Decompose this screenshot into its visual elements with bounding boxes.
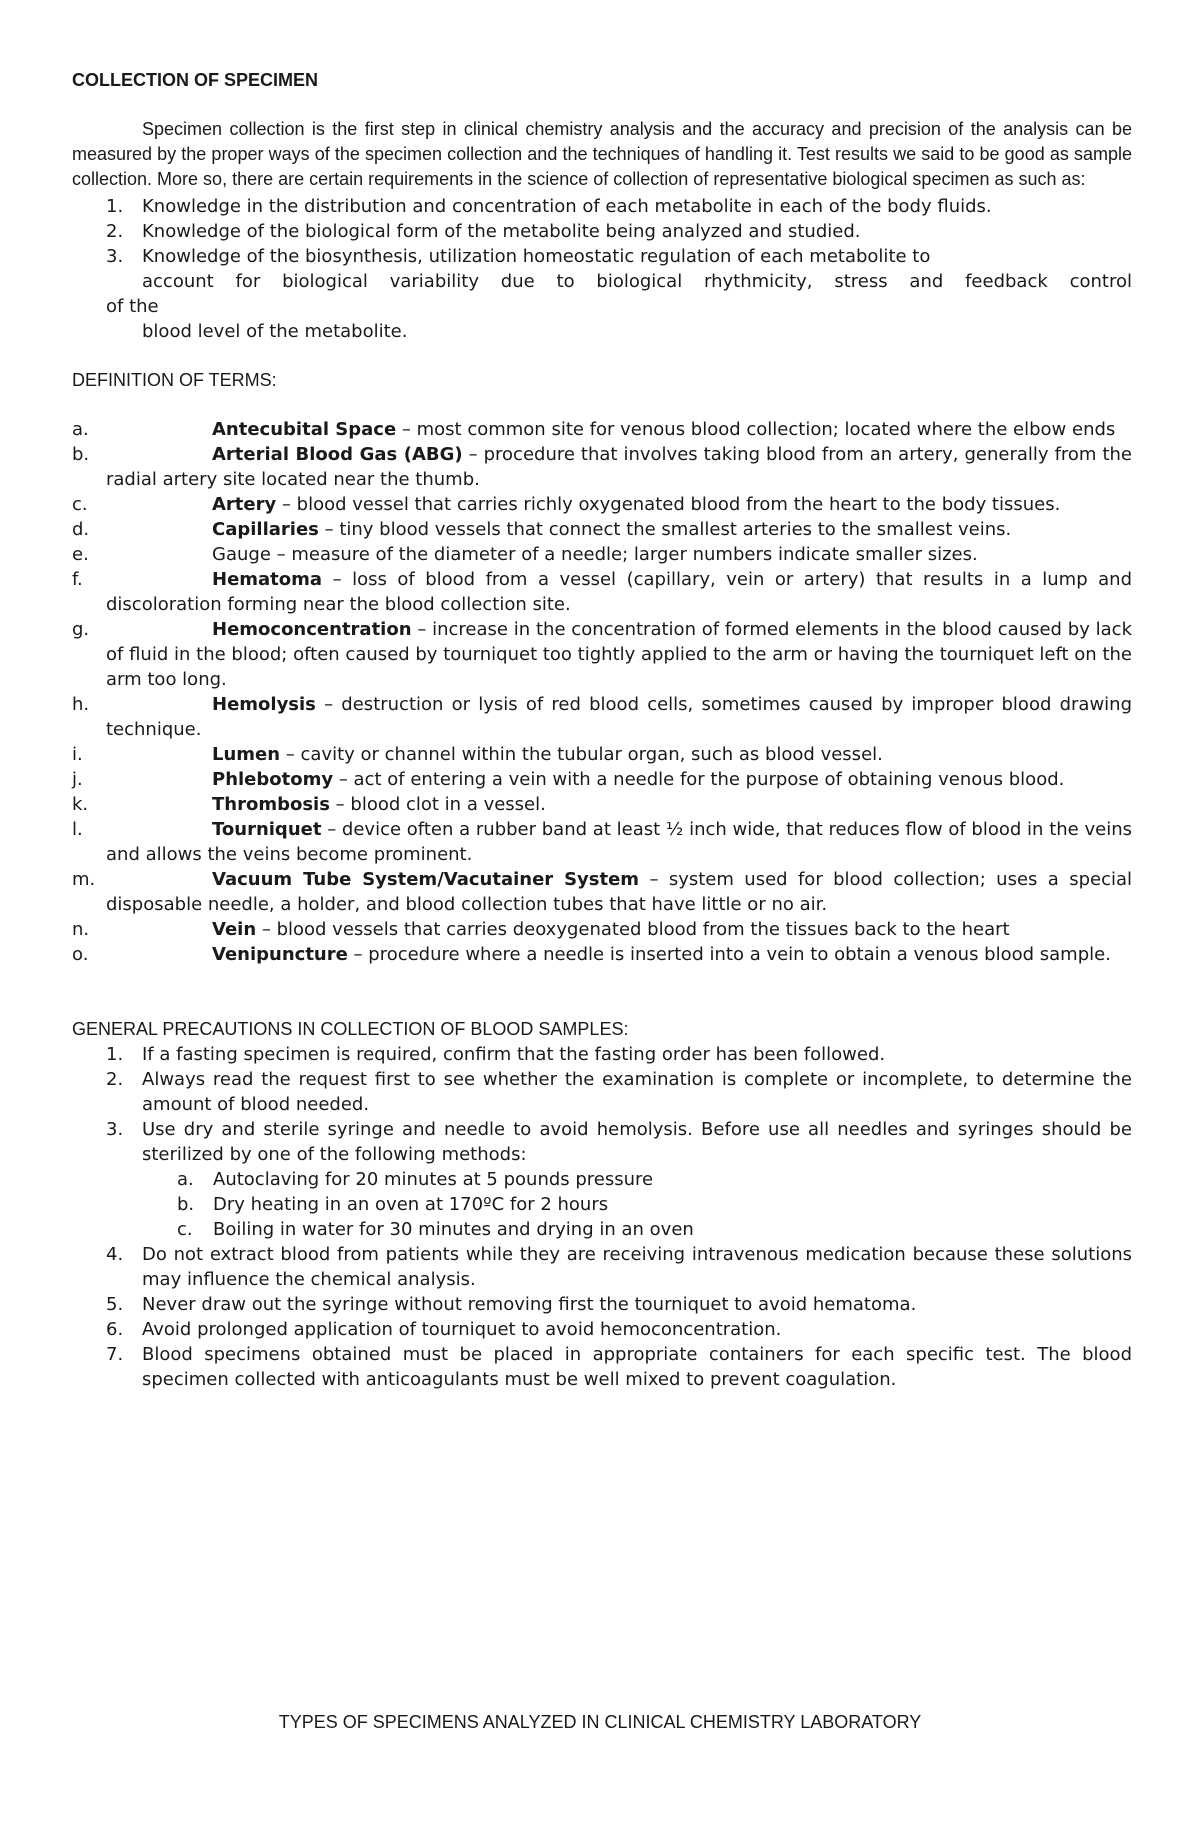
definition-item xyxy=(72,742,1132,767)
definition-letter: e. xyxy=(72,544,89,565)
list-item xyxy=(72,219,1132,244)
list-item-text: Never draw out the syringe without removing first the tourniquet to avoid hematoma. xyxy=(142,1294,917,1315)
definition-letter: h. xyxy=(72,694,90,715)
definition-term: Phlebotomy xyxy=(212,769,334,790)
document-page xyxy=(72,68,1132,1392)
definition-text: – cavity or channel within the tubular organ, such as blood vessel. xyxy=(280,744,883,765)
requirements-list xyxy=(72,194,1132,344)
list-item xyxy=(72,244,1132,344)
definition-letter: c. xyxy=(72,494,88,515)
definition-term: Hemoconcentration xyxy=(212,619,412,640)
list-number: 2. xyxy=(106,221,124,242)
definition-term: Hematoma xyxy=(212,569,323,590)
definition-letter: n. xyxy=(72,919,90,940)
definition-text: – procedure that involves taking blood from an artery, generally from the radial artery site located near the thumb. xyxy=(106,444,1132,490)
sub-list-text: Boiling in water for 30 minutes and drying in an oven xyxy=(213,1219,694,1240)
list-item-text: Blood specimens obtained must be placed in appropriate containers for each specific test. The blood specimen collected with anticoagulants must be well mixed to prevent coagulation. xyxy=(142,1344,1132,1390)
definition-item xyxy=(72,617,1132,692)
definition-item xyxy=(72,867,1132,917)
definition-letter: g. xyxy=(72,619,90,640)
definition-letter: l. xyxy=(72,819,83,840)
definition-term: Artery xyxy=(212,494,277,515)
sub-list-text: Dry heating in an oven at 170ºC for 2 hours xyxy=(213,1194,609,1215)
definition-letter: o. xyxy=(72,944,89,965)
sub-list-text: Autoclaving for 20 minutes at 5 pounds pressure xyxy=(213,1169,654,1190)
definition-item xyxy=(72,417,1132,442)
definition-item xyxy=(72,917,1132,942)
precautions-list xyxy=(72,1042,1132,1392)
definition-term: Vacuum Tube System/Vacutainer System xyxy=(212,869,640,890)
definition-letter: m. xyxy=(72,869,96,890)
list-item-text: of the xyxy=(106,296,159,317)
list-number: 2. xyxy=(106,1069,124,1090)
section-heading-specimen-types: TYPES OF SPECIMENS ANALYZED IN CLINICAL CHEMISTRY LABORATORY xyxy=(278,1712,922,1732)
list-number: 3. xyxy=(106,1119,124,1140)
sub-list-item xyxy=(72,1192,1132,1217)
list-item-text: Knowledge of the biological form of the metabolite being analyzed and studied. xyxy=(142,221,861,242)
definitions-list xyxy=(72,417,1132,967)
sub-list-letter: c. xyxy=(177,1219,193,1240)
definition-item xyxy=(72,517,1132,542)
list-item-text: Do not extract blood from patients while they are receiving intravenous medication because these solutions may influence the chemical analysis. xyxy=(142,1244,1132,1290)
list-number: 7. xyxy=(106,1344,124,1365)
definition-item xyxy=(72,767,1132,792)
definitions-heading: DEFINITION OF TERMS: xyxy=(72,370,277,390)
list-number: 3. xyxy=(106,246,124,267)
list-item-text: account for biological variability due to biological rhythmicity, stress and feedback control xyxy=(142,271,1132,292)
list-item xyxy=(72,1067,1132,1117)
definition-item xyxy=(72,542,1132,567)
definition-text: – loss of blood from a vessel (capillary, vein or artery) that results in a lump and discoloration forming near the blood collection site. xyxy=(106,569,1132,615)
definition-term: Thrombosis xyxy=(212,794,330,815)
definition-text: – blood vessels that carries deoxygenated blood from the tissues back to the heart xyxy=(256,919,1010,940)
sub-list-letter: a. xyxy=(177,1169,194,1190)
list-item xyxy=(72,1242,1132,1292)
definition-letter: k. xyxy=(72,794,89,815)
list-item-text: Knowledge of the biosynthesis, utilization homeostatic regulation of each metabolite to xyxy=(142,246,931,267)
list-number: 4. xyxy=(106,1244,124,1265)
definition-letter: f. xyxy=(72,569,83,590)
definition-text: – device often a rubber band at least ½ inch wide, that reduces flow of blood in the veins and allows the veins become prominent. xyxy=(106,819,1132,865)
list-number: 5. xyxy=(106,1294,124,1315)
list-item-text: Avoid prolonged application of tourniquet to avoid hemoconcentration. xyxy=(142,1319,782,1340)
list-item xyxy=(72,1342,1132,1392)
definition-letter: i. xyxy=(72,744,83,765)
definition-term: Antecubital Space xyxy=(212,419,397,440)
definition-item xyxy=(72,792,1132,817)
list-item-text: Use dry and sterile syringe and needle to avoid hemolysis. Before use all needles and syringes should be sterilized by one of the following methods: xyxy=(142,1119,1132,1165)
definition-item xyxy=(72,692,1132,742)
list-item-text: If a fasting specimen is required, confirm that the fasting order has been followed. xyxy=(142,1044,886,1065)
definition-text: – act of entering a vein with a needle for the purpose of obtaining venous blood. xyxy=(333,769,1065,790)
list-item-text: Knowledge in the distribution and concentration of each metabolite in each of the body fluids. xyxy=(142,196,992,217)
definition-term: Venipuncture xyxy=(212,944,348,965)
sub-list-letter: b. xyxy=(177,1194,195,1215)
list-item xyxy=(72,1317,1132,1342)
definition-item xyxy=(72,942,1132,967)
definition-text: – destruction or lysis of red blood cells, sometimes caused by improper blood drawing technique. xyxy=(106,694,1132,740)
list-item xyxy=(72,194,1132,219)
definition-term: Lumen xyxy=(212,744,281,765)
definition-term: Arterial Blood Gas (ABG) xyxy=(212,444,463,465)
sub-list-item xyxy=(72,1167,1132,1192)
definition-term: Vein xyxy=(212,919,257,940)
definition-item xyxy=(72,567,1132,617)
definition-item xyxy=(72,442,1132,492)
definition-letter: b. xyxy=(72,444,90,465)
sub-list-item xyxy=(72,1217,1132,1242)
list-item xyxy=(72,1117,1132,1242)
definition-text: – tiny blood vessels that connect the smallest arteries to the smallest veins. xyxy=(318,519,1012,540)
definition-text: – blood clot in a vessel. xyxy=(329,794,546,815)
list-item-text: Always read the request first to see whether the examination is complete or incomplete, to determine the amount of blood needed. xyxy=(142,1069,1132,1115)
list-item xyxy=(72,1292,1132,1317)
sterilization-methods-list xyxy=(142,1167,1132,1242)
definition-letter: j. xyxy=(72,769,83,790)
definition-text: – increase in the concentration of formed elements in the blood caused by lack of fluid in the blood; often caused by tourniquet too tightly applied to the arm or having the tourniquet left on the arm too long. xyxy=(106,619,1132,690)
list-item-text: blood level of the metabolite. xyxy=(142,321,408,342)
intro-paragraph: Specimen collection is the first step in clinical chemistry analysis and the accuracy and precision of the analysis can be measured by the proper ways of the specimen collection and the techniques of handling it. Test results we said to be good as sample collection. More so, there are certain requirements in the science of collection of representative biological specimen as such as: xyxy=(72,119,1132,189)
definition-term: Hemolysis xyxy=(212,694,316,715)
definition-letter: a. xyxy=(72,419,89,440)
definition-text: Gauge – measure of the diameter of a needle; larger numbers indicate smaller sizes. xyxy=(212,544,978,565)
definition-term: Tourniquet xyxy=(212,819,322,840)
list-number: 6. xyxy=(106,1319,124,1340)
list-number: 1. xyxy=(106,1044,124,1065)
definition-letter: d. xyxy=(72,519,90,540)
list-item xyxy=(72,1042,1132,1067)
definition-text: – blood vessel that carries richly oxygenated blood from the heart to the body tissues. xyxy=(276,494,1061,515)
definition-term: Capillaries xyxy=(212,519,319,540)
definition-text: – most common site for venous blood collection; located where the elbow ends xyxy=(396,419,1116,440)
list-number: 1. xyxy=(106,196,124,217)
page-title: COLLECTION OF SPECIMEN xyxy=(72,70,319,90)
definition-item xyxy=(72,817,1132,867)
definition-item xyxy=(72,492,1132,517)
definition-text: – system used for blood collection; uses a special disposable needle, a holder, and blood collection tubes that have little or no air. xyxy=(106,869,1133,915)
definition-text: – procedure where a needle is inserted into a vein to obtain a venous blood sample. xyxy=(347,944,1111,965)
precautions-heading: GENERAL PRECAUTIONS IN COLLECTION OF BLOOD SAMPLES: xyxy=(72,1019,629,1039)
